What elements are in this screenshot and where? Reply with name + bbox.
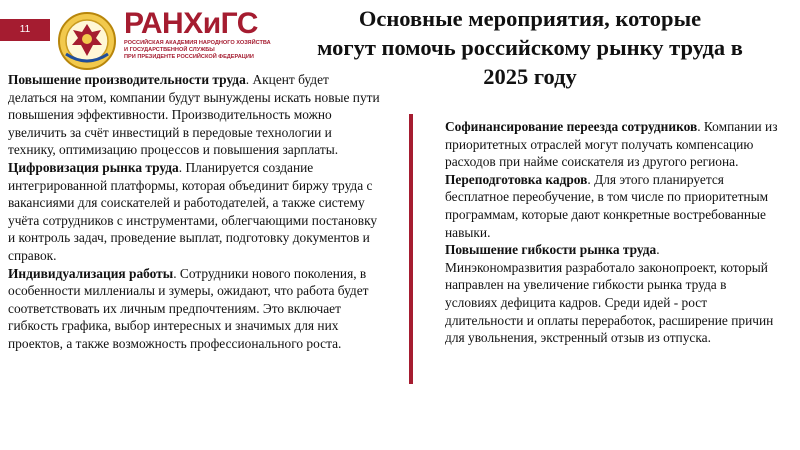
logo-subtitle-1: РОССИЙСКАЯ АКАДЕМИЯ НАРОДНОГО ХОЗЯЙСТВА bbox=[124, 40, 271, 46]
left-column bbox=[8, 71, 380, 353]
body-flexibility: . Минэкономразвития разработало законопроект, который направлен на увеличение гибкости рынка труда в условиях дефицита кадров. Среди идей - рост длительности и оплаты переработок, расширение причин для увольнения, экстренный отзыв из отпуска. bbox=[445, 242, 774, 346]
heading-relocation: Софинансирование переезда сотрудников bbox=[445, 119, 698, 134]
paragraph-retraining bbox=[445, 171, 780, 241]
title-line-3: 2025 году bbox=[483, 64, 577, 89]
right-column bbox=[445, 118, 780, 347]
heading-digitalization: Цифровизация рынка труда bbox=[8, 159, 179, 175]
body-digitalization: . Планируется создание интегрированной платформы, которая объединит биржу труда с вакансиями для соискателей и работодателей, а также систему учёта сотрудников с инструментами, облегчающими постановку и контроль задач, проведение выплат, подготовку документов и справок. bbox=[8, 159, 378, 263]
heading-flexibility: Повышение гибкости рынка труда bbox=[445, 242, 657, 258]
academy-logo bbox=[124, 8, 274, 61]
paragraph-individualization bbox=[8, 265, 380, 353]
academy-emblem-icon bbox=[56, 10, 118, 72]
title-line-1: Основные мероприятия, которые bbox=[358, 6, 702, 31]
slide-number: 11 bbox=[0, 19, 50, 41]
paragraph-digitalization bbox=[8, 159, 380, 265]
body-productivity: . Акцент будет делаться на этом, компании будут вынуждены искать новые пути повышения эффективности. Производительность можно увеличить за счёт инвестиций в передовые технологии и технику, оптимизацию процессов и повышения зарплаты. bbox=[8, 72, 380, 158]
logo-subtitle-3: ПРИ ПРЕЗИДЕНТЕ РОССИЙСКОЙ ФЕДЕРАЦИИ bbox=[124, 54, 254, 60]
logo-subtitle-2: И ГОСУДАРСТВЕННОЙ СЛУЖБЫ bbox=[124, 47, 215, 53]
paragraph-relocation bbox=[445, 118, 780, 171]
body-individualization: . Сотрудники нового поколения, в особенности миллениалы и зумеры, ожидают, что работа будет соответствовать их личным предпочтениям. Это включает гибкость графика, выбор интересных и значимых для них проектов, а также возможность профессионального роста. bbox=[8, 265, 369, 351]
body-relocation: . Компании из приоритетных отраслей могут получать компенсацию расходов при найме соискателя из другого региона. bbox=[445, 119, 778, 170]
heading-retraining: Переподготовка кадров bbox=[445, 171, 588, 187]
heading-productivity: Повышение производительности труда bbox=[8, 72, 246, 87]
title-line-2: могут помочь российскому рынку труда в bbox=[317, 35, 743, 60]
paragraph-flexibility bbox=[445, 241, 780, 347]
logo-main-text: РАНХиГС bbox=[124, 7, 258, 40]
paragraph-productivity bbox=[8, 71, 380, 159]
heading-individualization: Индивидуализация работы bbox=[8, 265, 174, 281]
body-retraining: . Для этого планируется бесплатное переобучение, в том числе по приоритетным программам, которые дают конкретные востребованные навыки. bbox=[445, 171, 769, 240]
column-divider bbox=[409, 114, 413, 384]
